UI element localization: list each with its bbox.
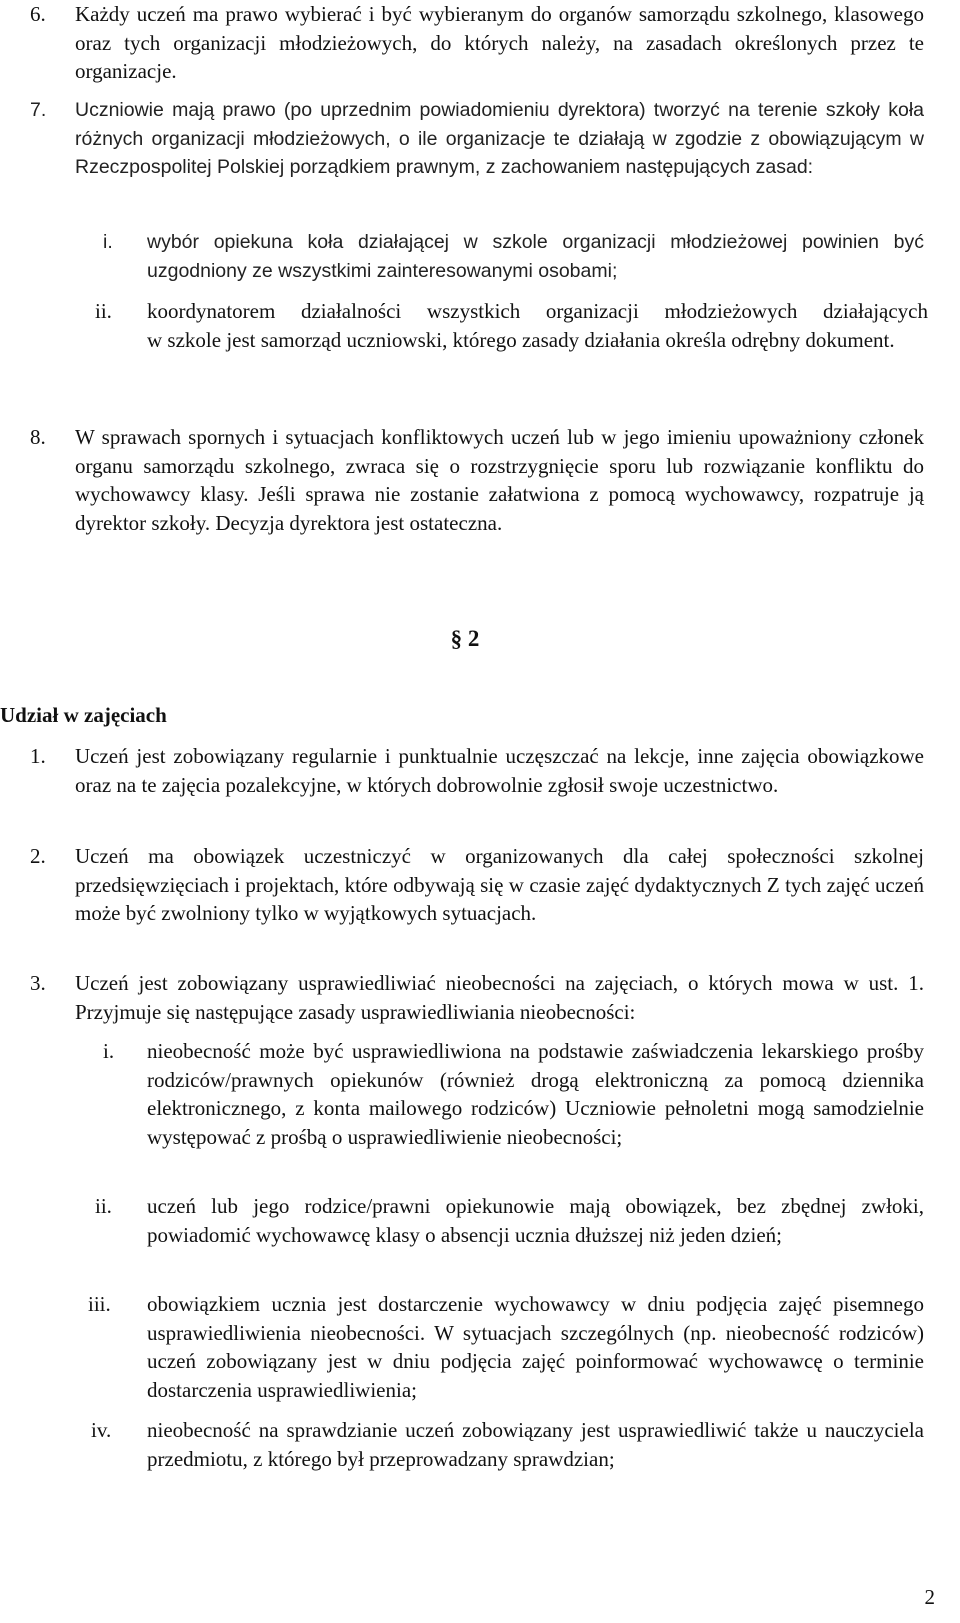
sub-item-number: i. xyxy=(103,231,113,253)
item-text: Uczeń ma obowiązek uczestniczyć w organizowanych dla całej społeczności szkolnej przedsięwzięciach i projektach, które odbywają się w czasie zajęć dydaktycznych Z tych zajęć uczeń może być zwolniony tylko w wyjątkowych sytuacjach. xyxy=(75,844,924,926)
item-number: 3. xyxy=(30,971,46,995)
sub-item-text: nieobecność może być usprawiedliwiona na podstawie zaświadczenia lekarskiego prośby rodziców/prawnych opiekunów (również drogą elektroniczną za pomocą dziennika elektronicznego, z konta mailowego rodziców) Uczniowie pełnoletni mogą samodzielnie występować z prośbą o usprawiedliwienie nieobecności; xyxy=(147,1039,924,1149)
sub-item-text: wybór opiekuna koła działającej w szkole organizacji młodzieżowej powinien być uzgodniony ze wszystkimi zainteresowanymi osobami; xyxy=(147,231,924,282)
page-number: 2 xyxy=(924,1585,935,1609)
sub-item-number: iii. xyxy=(88,1292,111,1316)
sub-item-text-rest: w szkole jest samorząd uczniowski, którego zasady działania określa odrębny dokument. xyxy=(147,327,895,352)
section-title: Udział w zajęciach xyxy=(0,703,167,727)
sub-item-number: ii. xyxy=(95,1194,112,1218)
sub-item-text: nieobecność na sprawdzianie uczeń zobowiązany jest usprawiedliwić także u nauczyciela przedmiotu, z którego był przeprowadzany sprawdzian; xyxy=(147,1418,924,1471)
sub-list-item xyxy=(95,297,928,354)
list-item xyxy=(30,842,924,928)
section-mark: § 2 xyxy=(450,626,480,651)
item-number: 2. xyxy=(30,844,46,868)
item-text: Uczeń jest zobowiązany regularnie i punktualnie uczęszczać na lekcje, inne zajęcia obowiązkowe oraz na te zajęcia pozalekcyjne, w których dobrowolnie zgłosił swoje uczestnictwo. xyxy=(75,744,924,797)
list-item xyxy=(30,96,924,182)
sub-list-item xyxy=(91,1416,924,1473)
item-number: 8. xyxy=(30,425,46,449)
item-text: Każdy uczeń ma prawo wybierać i być wybieranym do organów samorządu szkolnego, klasowego oraz tych organizacji młodzieżowych, do których należy, na zasadach określonych przez te organizacje. xyxy=(75,2,924,84)
list-item xyxy=(30,969,924,1026)
item-number: 6. xyxy=(30,2,46,26)
sub-item-number: iv. xyxy=(91,1418,112,1442)
sub-item-text: obowiązkiem ucznia jest dostarczenie wychowawcy w dniu podjęcia zajęć pisemnego usprawiedliwienia nieobecności. W sytuacjach szczególnych (np. nieobecność rodziców) uczeń zobowiązany jest w dniu podjęcia zajęć poinformować wychowawcę o terminie dostarczenia usprawiedliwienia; xyxy=(147,1292,924,1402)
sub-item-text xyxy=(147,297,928,354)
sub-item-text: uczeń lub jego rodzice/prawni opiekunowie mają obowiązek, bez zbędnej zwłoki, powiadomić wychowawcę klasy o absencji ucznia dłuższej niż jeden dzień; xyxy=(147,1194,924,1247)
item-text: Uczeń jest zobowiązany usprawiedliwiać nieobecności na zajęciach, o których mowa w ust. 1. Przyjmuje się następujące zasady usprawiedliwiania nieobecności: xyxy=(75,971,924,1024)
list-item xyxy=(30,423,924,537)
list-item xyxy=(30,0,924,86)
item-number: 1. xyxy=(30,744,46,768)
sub-item-number: i. xyxy=(103,1039,115,1063)
item-number: 7. xyxy=(30,99,47,121)
sub-list-item xyxy=(103,1037,924,1151)
list-item xyxy=(30,742,924,799)
sub-item-text-line1: koordynatorem działalności wszystkich organizacji młodzieżowych działających xyxy=(147,299,928,323)
item-text: W sprawach spornych i sytuacjach konfliktowych uczeń lub w jego imieniu upoważniony członek organu samorządu szkolnego, zwraca się o rozstrzygnięcie sporu lub rozwiązanie konfliktu do wychowawcy klasy. Jeśli sprawa nie zostanie załatwiona z pomocą wychowawcy, rozpatruje ją dyrektor szkoły. Decyzja dyrektora jest ostateczna. xyxy=(75,425,924,535)
sub-item-number: ii. xyxy=(95,299,112,323)
sub-list-item xyxy=(88,1290,924,1404)
item-text: Uczniowie mają prawo (po uprzednim powiadomieniu dyrektora) tworzyć na terenie szkoły koła różnych organizacji młodzieżowych, o ile organizacje te działają w zgodzie z obowiązującym w Rzeczpospolitej Polskiej porządkiem prawnym, z zachowaniem następujących zasad: xyxy=(75,99,924,179)
sub-list-item xyxy=(95,1192,924,1249)
sub-list-item xyxy=(103,228,924,285)
